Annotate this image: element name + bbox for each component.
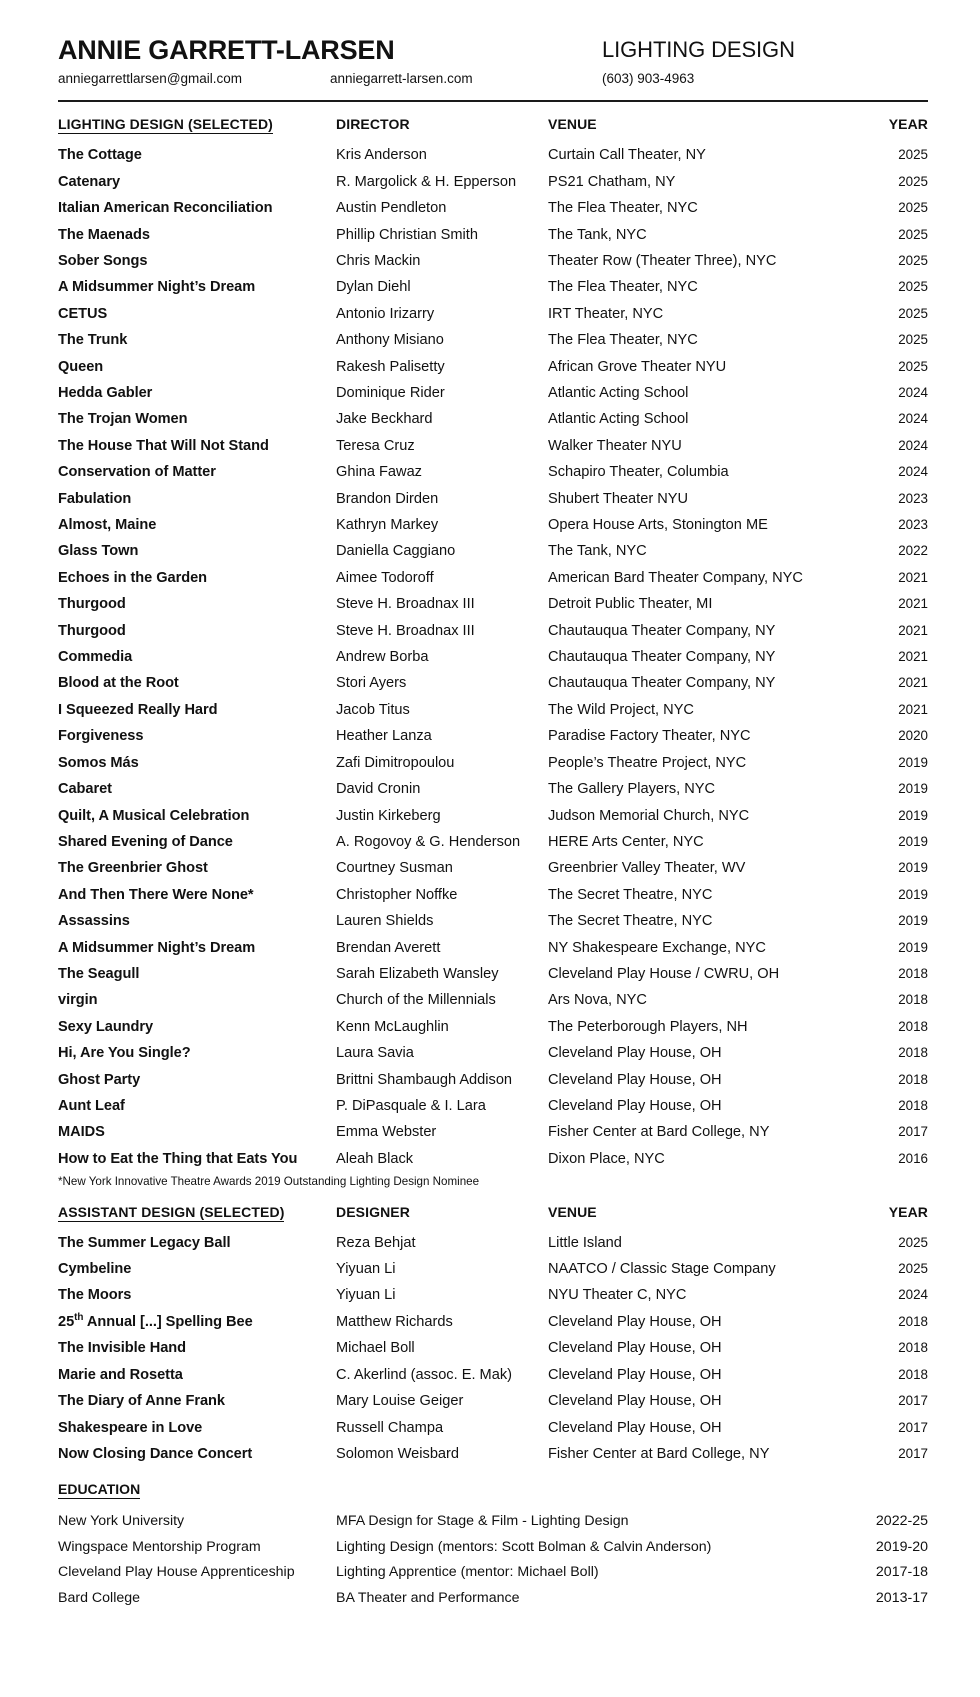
table-row bbox=[58, 961, 928, 987]
credit-person: Church of the Millennials bbox=[336, 992, 496, 1009]
credit-title: Ghost Party bbox=[58, 1071, 141, 1088]
credit-year: 2025 bbox=[898, 358, 928, 374]
credit-title: How to Eat the Thing that Eats You bbox=[58, 1150, 298, 1167]
credit-year: 2018 bbox=[898, 1340, 928, 1356]
credit-venue: The Secret Theatre, NYC bbox=[548, 913, 713, 930]
column-header-title: ASSISTANT DESIGN (SELECTED) bbox=[58, 1203, 285, 1220]
table-row bbox=[58, 935, 928, 961]
credit-year: 2017 bbox=[898, 1124, 928, 1140]
contact-row bbox=[58, 71, 598, 87]
education-school: New York University bbox=[58, 1513, 185, 1530]
credit-title: CETUS bbox=[58, 305, 108, 322]
column-header-title: LIGHTING DESIGN (SELECTED) bbox=[58, 116, 273, 133]
lighting-design-footnote: *New York Innovative Theatre Awards 2019 Outstanding Lighting Design Nominee bbox=[58, 1175, 480, 1189]
credit-year: 2019 bbox=[898, 860, 928, 876]
lighting-design-table bbox=[58, 116, 928, 1172]
credit-person: Mary Louise Geiger bbox=[336, 1393, 464, 1410]
credit-title: Thurgood bbox=[58, 596, 126, 613]
credit-year: 2018 bbox=[898, 1313, 928, 1329]
credit-title: Hi, Are You Single? bbox=[58, 1045, 191, 1062]
credit-person: Christopher Noffke bbox=[336, 886, 458, 903]
credit-venue: Chautauqua Theater Company, NY bbox=[548, 649, 776, 666]
credit-venue: Detroit Public Theater, MI bbox=[548, 596, 713, 613]
credit-person: Lauren Shields bbox=[336, 913, 434, 930]
credit-year: 2024 bbox=[898, 1287, 928, 1303]
credit-venue: Fisher Center at Bard College, NY bbox=[548, 1445, 770, 1462]
credit-title: The Summer Legacy Ball bbox=[58, 1234, 231, 1251]
table-row bbox=[58, 803, 928, 829]
credit-person: P. DiPasquale & I. Lara bbox=[336, 1097, 486, 1114]
table-row bbox=[58, 1067, 928, 1093]
credit-year: 2018 bbox=[898, 1018, 928, 1034]
credit-title: Somos Más bbox=[58, 754, 139, 771]
table-row bbox=[58, 1388, 928, 1414]
credit-title: Hedda Gabler bbox=[58, 385, 153, 401]
table-row bbox=[58, 406, 928, 432]
credit-title: Italian American Reconciliation bbox=[58, 200, 273, 217]
education-detail: BA Theater and Performance bbox=[336, 1589, 520, 1606]
education-table bbox=[58, 1509, 928, 1611]
credit-title: The Cottage bbox=[58, 147, 142, 164]
table-row bbox=[58, 987, 928, 1013]
credit-title: A Midsummer Night’s Dream bbox=[58, 279, 256, 296]
credit-title: The Maenads bbox=[58, 226, 150, 243]
credit-title: MAIDS bbox=[58, 1124, 105, 1141]
credit-venue: Dixon Place, NYC bbox=[548, 1150, 665, 1167]
credit-title: Thurgood bbox=[58, 622, 126, 639]
credit-venue: Atlantic Acting School bbox=[548, 385, 689, 401]
table-row bbox=[58, 1014, 928, 1040]
education-row bbox=[58, 1509, 928, 1534]
credit-title: Quilt, A Musical Celebration bbox=[58, 807, 250, 824]
credit-venue: Cleveland Play House / CWRU, OH bbox=[548, 965, 780, 982]
table-row bbox=[58, 538, 928, 564]
credit-venue: American Bard Theater Company, NYC bbox=[548, 569, 803, 586]
table-row bbox=[58, 327, 928, 353]
table-row bbox=[58, 195, 928, 221]
education-years: 2017-18 bbox=[875, 1564, 928, 1581]
credit-year: 2025 bbox=[898, 147, 928, 163]
credit-title: The Greenbrier Ghost bbox=[58, 860, 208, 877]
credit-title: Assassins bbox=[58, 913, 130, 930]
education-school: Bard College bbox=[58, 1589, 141, 1606]
credit-venue: The Secret Theatre, NYC bbox=[548, 886, 713, 903]
credit-title: I Squeezed Really Hard bbox=[58, 701, 218, 718]
education-heading: EDUCATION bbox=[58, 1481, 141, 1498]
credit-year: 2025 bbox=[898, 200, 928, 216]
table-row bbox=[58, 433, 928, 459]
education-years: 2022-25 bbox=[875, 1513, 928, 1530]
credit-person: Steve H. Broadnax III bbox=[336, 622, 475, 639]
credit-venue: Cleveland Play House, OH bbox=[548, 1313, 722, 1330]
education-school: Cleveland Play House Apprenticeship bbox=[58, 1564, 295, 1581]
credit-venue: Curtain Call Theater, NY bbox=[548, 147, 706, 164]
credit-year: 2019 bbox=[898, 781, 928, 797]
table-row bbox=[58, 486, 928, 512]
credit-venue: African Grove Theater NYU bbox=[548, 358, 727, 375]
credit-year: 2025 bbox=[898, 279, 928, 295]
column-header-year: YEAR bbox=[888, 1203, 928, 1220]
credit-person: Brittni Shambaugh Addison bbox=[336, 1071, 513, 1088]
credit-person: Heather Lanza bbox=[336, 728, 432, 745]
credit-year: 2017 bbox=[898, 1445, 928, 1461]
table-row bbox=[58, 723, 928, 749]
table-row bbox=[58, 354, 928, 380]
credit-venue: IRT Theater, NYC bbox=[548, 305, 664, 322]
credit-venue: The Wild Project, NYC bbox=[548, 701, 694, 718]
table-row bbox=[58, 301, 928, 327]
credit-year: 2021 bbox=[898, 622, 928, 638]
credit-venue: Walker Theater NYU bbox=[548, 437, 682, 454]
credit-venue: The Tank, NYC bbox=[548, 543, 647, 560]
credit-year: 2021 bbox=[898, 649, 928, 665]
credit-title: Sober Songs bbox=[58, 252, 148, 269]
credit-year: 2023 bbox=[898, 517, 928, 533]
credit-venue: NAATCO / Classic Stage Company bbox=[548, 1261, 776, 1278]
credit-person: Reza Behjat bbox=[336, 1234, 416, 1251]
credit-venue: Ars Nova, NYC bbox=[548, 992, 647, 1009]
credit-year: 2021 bbox=[898, 596, 928, 612]
credit-year: 2019 bbox=[898, 754, 928, 770]
credit-year: 2025 bbox=[898, 332, 928, 348]
credit-person: Anthony Misiano bbox=[336, 332, 444, 349]
assistant-design-body bbox=[58, 1204, 928, 1468]
credit-venue: Judson Memorial Church, NYC bbox=[548, 807, 750, 824]
credit-person: Brendan Averett bbox=[336, 939, 441, 956]
credit-venue: Cleveland Play House, OH bbox=[548, 1071, 722, 1088]
credit-title: Forgiveness bbox=[58, 728, 144, 745]
credit-title: Almost, Maine bbox=[58, 517, 157, 534]
email-address[interactable]: anniegarrettlarsen@gmail.com bbox=[58, 71, 243, 87]
education-row bbox=[58, 1560, 928, 1585]
credit-title: The Trojan Women bbox=[58, 411, 188, 428]
credit-person: Dylan Diehl bbox=[336, 279, 411, 296]
credit-year: 2025 bbox=[898, 252, 928, 268]
table-row bbox=[58, 1282, 928, 1308]
credit-person: Kenn McLaughlin bbox=[336, 1018, 449, 1035]
credit-title: Shared Evening of Dance bbox=[58, 833, 233, 850]
credit-title: Cabaret bbox=[58, 781, 112, 798]
credit-venue: Paradise Factory Theater, NYC bbox=[548, 728, 751, 745]
credit-year: 2021 bbox=[898, 701, 928, 717]
credit-person: Sarah Elizabeth Wansley bbox=[336, 965, 499, 982]
credit-year: 2021 bbox=[898, 569, 928, 585]
credit-title: 25th Annual [...] Spelling Bee bbox=[58, 1312, 253, 1330]
lighting-design-section bbox=[58, 116, 928, 1189]
credit-year: 2018 bbox=[898, 1366, 928, 1382]
credit-person: Ghina Fawaz bbox=[336, 464, 422, 481]
education-row bbox=[58, 1535, 928, 1560]
credit-year: 2019 bbox=[898, 833, 928, 849]
header-divider bbox=[58, 100, 928, 102]
credit-title: The Moors bbox=[58, 1287, 132, 1304]
credit-year: 2019 bbox=[898, 939, 928, 955]
education-detail: MFA Design for Stage & Film - Lighting Design bbox=[336, 1513, 629, 1530]
table-row bbox=[58, 169, 928, 195]
credit-person: Stori Ayers bbox=[336, 675, 407, 692]
table-row bbox=[58, 565, 928, 591]
credit-year: 2024 bbox=[898, 385, 928, 400]
education-years: 2013-17 bbox=[875, 1589, 928, 1606]
credit-venue: Cleveland Play House, OH bbox=[548, 1366, 722, 1383]
table-row bbox=[58, 618, 928, 644]
assistant-design-section bbox=[58, 1204, 928, 1468]
table-row bbox=[58, 1309, 928, 1335]
discipline-title: LIGHTING DESIGN bbox=[602, 37, 795, 62]
credit-person: Aimee Todoroff bbox=[336, 569, 434, 586]
table-row bbox=[58, 1441, 928, 1467]
credit-person: Austin Pendleton bbox=[336, 200, 447, 217]
table-row bbox=[58, 1230, 928, 1256]
credit-person: Yiyuan Li bbox=[336, 1261, 396, 1278]
education-detail: Lighting Apprentice (mentor: Michael Boll) bbox=[336, 1564, 599, 1581]
credit-title: Now Closing Dance Concert bbox=[58, 1445, 253, 1462]
table-row bbox=[58, 1119, 928, 1145]
table-row bbox=[58, 644, 928, 670]
credit-person: Michael Boll bbox=[336, 1340, 415, 1357]
credit-venue: People’s Theatre Project, NYC bbox=[548, 754, 747, 771]
table-row bbox=[58, 459, 928, 485]
credit-venue: Atlantic Acting School bbox=[548, 411, 689, 428]
credit-year: 2018 bbox=[898, 1071, 928, 1087]
credit-venue: Cleveland Play House, OH bbox=[548, 1045, 722, 1062]
header-identity-block bbox=[58, 36, 598, 87]
education-detail: Lighting Design (mentors: Scott Bolman & Calvin Anderson) bbox=[336, 1538, 712, 1555]
credit-venue: Schapiro Theater, Columbia bbox=[548, 464, 729, 481]
column-header-designer: DESIGNER bbox=[336, 1203, 410, 1220]
table-row bbox=[58, 1415, 928, 1441]
credit-venue: NYU Theater C, NYC bbox=[548, 1287, 687, 1304]
credit-year: 2018 bbox=[898, 1097, 928, 1113]
credit-person: Courtney Susman bbox=[336, 860, 453, 877]
education-years: 2019-20 bbox=[875, 1538, 928, 1555]
credit-person: David Cronin bbox=[336, 781, 421, 798]
credit-title: Cymbeline bbox=[58, 1261, 132, 1278]
credit-person: Aleah Black bbox=[336, 1150, 414, 1167]
credit-person: Justin Kirkeberg bbox=[336, 807, 441, 824]
credit-venue: Cleveland Play House, OH bbox=[548, 1340, 722, 1357]
credit-year: 2025 bbox=[898, 1261, 928, 1277]
credit-year: 2022 bbox=[898, 543, 928, 559]
table-row bbox=[58, 776, 928, 802]
credit-year: 2024 bbox=[898, 464, 928, 480]
credit-year: 2017 bbox=[898, 1419, 928, 1435]
credit-person: Brandon Dirden bbox=[336, 490, 439, 507]
credit-venue: Opera House Arts, Stonington ME bbox=[548, 517, 768, 534]
education-school: Wingspace Mentorship Program bbox=[58, 1538, 261, 1555]
credit-venue: Fisher Center at Bard College, NY bbox=[548, 1124, 770, 1141]
credit-person: A. Rogovoy & G. Henderson bbox=[336, 833, 521, 850]
credit-person: Daniella Caggiano bbox=[336, 543, 456, 560]
column-header-venue: VENUE bbox=[548, 1203, 597, 1220]
credit-person: Yiyuan Li bbox=[336, 1287, 396, 1304]
credit-title: And Then There Were None* bbox=[58, 886, 254, 903]
column-header-year: YEAR bbox=[888, 116, 928, 133]
header-discipline-block bbox=[598, 36, 928, 87]
credit-person: Kris Anderson bbox=[336, 147, 427, 164]
credit-venue: Chautauqua Theater Company, NY bbox=[548, 622, 776, 639]
credit-year: 2023 bbox=[898, 490, 928, 506]
credit-year: 2025 bbox=[898, 226, 928, 242]
credit-year: 2018 bbox=[898, 965, 928, 981]
credit-year: 2025 bbox=[898, 305, 928, 321]
credit-year: 2018 bbox=[898, 1045, 928, 1061]
table-row bbox=[58, 670, 928, 696]
table-row bbox=[58, 829, 928, 855]
table-row bbox=[58, 1256, 928, 1282]
credit-year: 2020 bbox=[898, 728, 928, 744]
credit-person: Solomon Weisbard bbox=[336, 1445, 460, 1462]
credit-venue: Greenbrier Valley Theater, WV bbox=[548, 860, 746, 877]
credit-venue: The Peterborough Players, NH bbox=[548, 1018, 748, 1035]
credit-person: Jake Beckhard bbox=[336, 411, 433, 428]
credit-title: The Diary of Anne Frank bbox=[58, 1393, 225, 1410]
resume-header bbox=[58, 36, 928, 87]
credit-person: Antonio Irizarry bbox=[336, 305, 435, 322]
credit-venue: The Flea Theater, NYC bbox=[548, 332, 698, 349]
credit-venue: The Tank, NYC bbox=[548, 226, 647, 243]
table-header-row bbox=[58, 116, 928, 142]
table-row bbox=[58, 248, 928, 274]
credit-person: Zafi Dimitropoulou bbox=[336, 754, 455, 771]
credit-venue: PS21 Chatham, NY bbox=[548, 173, 676, 190]
table-row bbox=[58, 1146, 928, 1172]
credit-title: Blood at the Root bbox=[58, 675, 179, 692]
credit-title: The House That Will Not Stand bbox=[58, 437, 269, 454]
credit-person: Russell Champa bbox=[336, 1419, 444, 1436]
credit-venue: NY Shakespeare Exchange, NYC bbox=[548, 939, 766, 956]
credit-person: Laura Savia bbox=[336, 1045, 414, 1062]
credit-person: Matthew Richards bbox=[336, 1313, 453, 1330]
credit-title: A Midsummer Night’s Dream bbox=[58, 939, 256, 956]
credit-person: Kathryn Markey bbox=[336, 517, 439, 534]
credit-person: Chris Mackin bbox=[336, 252, 421, 269]
phone-number[interactable]: (603) 903-4963 bbox=[602, 70, 695, 86]
credit-year: 2019 bbox=[898, 807, 928, 823]
table-row bbox=[58, 591, 928, 617]
table-row bbox=[58, 882, 928, 908]
credit-year: 2017 bbox=[898, 1393, 928, 1409]
table-row bbox=[58, 908, 928, 934]
credit-venue: Cleveland Play House, OH bbox=[548, 1419, 722, 1436]
education-row bbox=[58, 1586, 928, 1611]
credit-venue: Cleveland Play House, OH bbox=[548, 1097, 722, 1114]
table-row bbox=[58, 380, 928, 406]
credit-person: C. Akerlind (assoc. E. Mak) bbox=[336, 1366, 512, 1383]
credit-title: Commedia bbox=[58, 649, 133, 666]
credit-person: Steve H. Broadnax III bbox=[336, 596, 475, 613]
credit-title: Sexy Laundry bbox=[58, 1018, 154, 1035]
table-row bbox=[58, 142, 928, 168]
table-row bbox=[58, 697, 928, 723]
table-row bbox=[58, 512, 928, 538]
table-row bbox=[58, 222, 928, 248]
credit-year: 2025 bbox=[898, 173, 928, 189]
credit-title: Queen bbox=[58, 358, 104, 375]
credit-title: The Seagull bbox=[58, 965, 140, 982]
credit-year: 2018 bbox=[898, 992, 928, 1008]
website-url[interactable]: anniegarrett-larsen.com bbox=[330, 71, 473, 87]
credit-year: 2024 bbox=[898, 411, 928, 427]
table-row bbox=[58, 1093, 928, 1119]
credit-venue: The Flea Theater, NYC bbox=[548, 200, 698, 217]
credit-venue: HERE Arts Center, NYC bbox=[548, 833, 704, 850]
table-row bbox=[58, 855, 928, 881]
credit-year: 2019 bbox=[898, 913, 928, 929]
credit-title: The Trunk bbox=[58, 332, 128, 349]
credit-person: Dominique Rider bbox=[336, 385, 445, 401]
education-section bbox=[58, 1481, 928, 1611]
education-body bbox=[58, 1509, 928, 1611]
credit-venue: Theater Row (Theater Three), NYC bbox=[548, 252, 777, 269]
credit-person: Rakesh Palisetty bbox=[336, 358, 445, 375]
credit-title: Aunt Leaf bbox=[58, 1097, 125, 1114]
credit-title: Echoes in the Garden bbox=[58, 569, 208, 586]
table-row bbox=[58, 750, 928, 776]
credit-venue: Chautauqua Theater Company, NY bbox=[548, 675, 776, 692]
credit-year: 2021 bbox=[898, 675, 928, 691]
table-header-row bbox=[58, 1204, 928, 1230]
credit-year: 2025 bbox=[898, 1234, 928, 1250]
credit-venue: The Flea Theater, NYC bbox=[548, 279, 698, 296]
credit-title: virgin bbox=[58, 992, 98, 1009]
credit-person: Andrew Borba bbox=[336, 649, 429, 666]
credit-title: Marie and Rosetta bbox=[58, 1366, 183, 1383]
credit-year: 2016 bbox=[898, 1150, 928, 1166]
credit-person: Jacob Titus bbox=[336, 701, 410, 718]
credit-person: Phillip Christian Smith bbox=[336, 226, 478, 243]
credit-person: Teresa Cruz bbox=[336, 437, 415, 454]
credit-venue: The Gallery Players, NYC bbox=[548, 781, 716, 798]
column-header-director: DIRECTOR bbox=[336, 116, 410, 133]
credit-person: R. Margolick & H. Epperson bbox=[336, 173, 517, 190]
credit-title: Conservation of Matter bbox=[58, 464, 216, 481]
credit-venue: Cleveland Play House, OH bbox=[548, 1393, 722, 1410]
table-row bbox=[58, 1362, 928, 1388]
table-row bbox=[58, 1040, 928, 1066]
credit-title: Fabulation bbox=[58, 490, 132, 507]
credit-venue: Little Island bbox=[548, 1234, 622, 1251]
credit-title: The Invisible Hand bbox=[58, 1340, 187, 1357]
credit-venue: Shubert Theater NYU bbox=[548, 490, 689, 507]
credit-person: Emma Webster bbox=[336, 1124, 437, 1141]
page-title: ANNIE GARRETT-LARSEN bbox=[58, 35, 395, 65]
credit-title: Shakespeare in Love bbox=[58, 1419, 203, 1436]
table-row bbox=[58, 1335, 928, 1361]
credit-title: Catenary bbox=[58, 173, 121, 190]
assistant-design-table bbox=[58, 1204, 928, 1468]
credit-year: 2019 bbox=[898, 886, 928, 902]
credit-year: 2024 bbox=[898, 437, 928, 453]
credit-title: Glass Town bbox=[58, 543, 139, 560]
table-row bbox=[58, 274, 928, 300]
column-header-venue: VENUE bbox=[548, 116, 597, 133]
lighting-design-body bbox=[58, 116, 928, 1172]
